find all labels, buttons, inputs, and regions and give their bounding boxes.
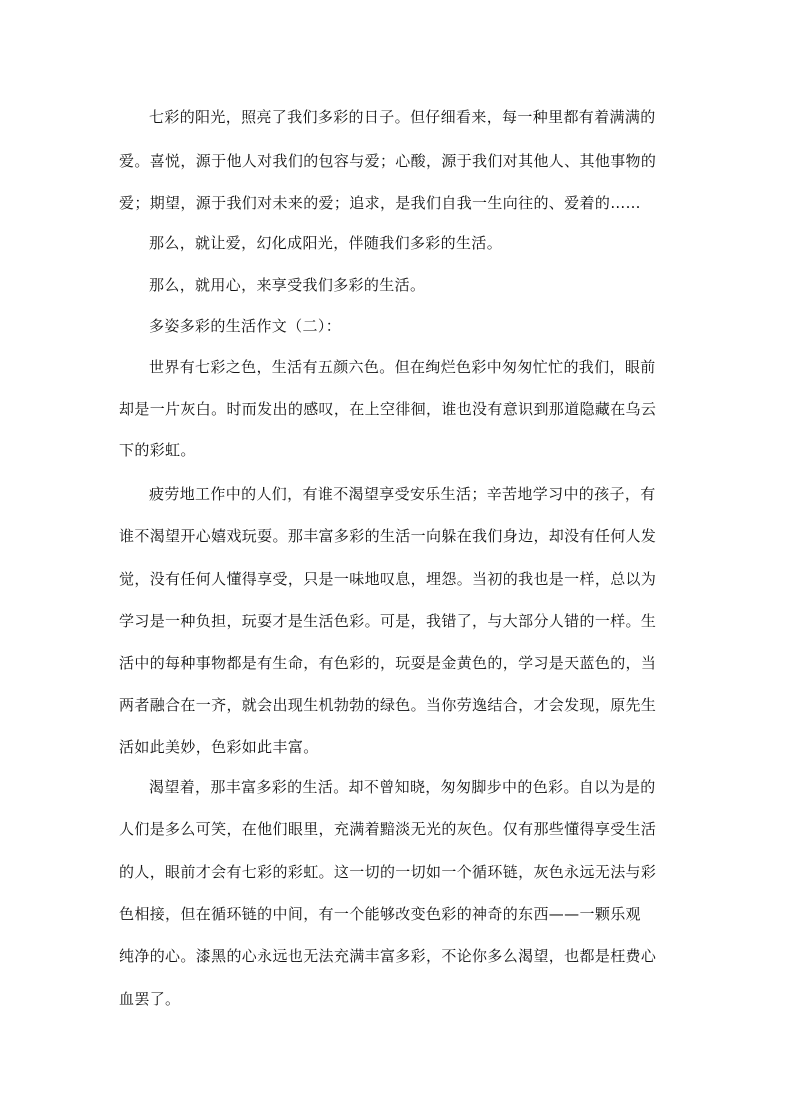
paragraph-6-line-5: 纯净的心。漆黑的心永远也无法充满丰富多彩，不论你多么渴望，也都是枉费心 bbox=[119, 947, 657, 965]
paragraph-6-line-6: 血罢了。 bbox=[119, 990, 181, 1008]
paragraph-5-line-7: 活如此美妙，色彩如此丰富。 bbox=[119, 738, 319, 756]
paragraph-5-line-2: 谁不渴望开心嬉戏玩耍。那丰富多彩的生活一向躲在我们身边，却没有任何人发 bbox=[119, 527, 657, 545]
paragraph-4-line-3: 下的彩虹。 bbox=[119, 441, 196, 459]
paragraph-5-line-6: 两者融合在一齐，就会出现生机勃勃的绿色。当你劳逸结合，才会发现，原先生 bbox=[119, 696, 657, 714]
paragraph-1-line-3: 爱；期望，源于我们对未来的爱；追求，是我们自我一生向往的、爱着的…… bbox=[119, 194, 641, 212]
section-heading: 多姿多彩的生活作文（二）： bbox=[149, 317, 342, 335]
paragraph-1-line-1: 七彩的阳光，照亮了我们多彩的日子。但仔细看来，每一种里都有着满满的 bbox=[149, 108, 656, 126]
paragraph-6-line-4: 色相接，但在循环链的中间，有一个能够改变色彩的神奇的东西——一颗乐观 bbox=[119, 905, 641, 923]
paragraph-2-line-1: 那么，就让爱，幻化成阳光，伴随我们多彩的生活。 bbox=[149, 234, 503, 252]
paragraph-6-line-3: 的人，眼前才会有七彩的彩虹。这一切的一切如一个循环链，灰色永远无法与彩 bbox=[119, 863, 657, 881]
paragraph-5-line-4: 学习是一种负担，玩耍才是生活色彩。可是，我错了，与大部分人错的一样。生 bbox=[119, 612, 657, 630]
paragraph-6-line-2: 人们是多么可笑，在他们眼里，充满着黯淡无光的灰色。仅有那些懂得享受生活 bbox=[119, 820, 657, 838]
paragraph-4-line-2: 却是一片灰白。时而发出的感叹，在上空徘徊，谁也没有意识到那道隐藏在乌云 bbox=[119, 400, 657, 418]
paragraph-5-line-5: 活中的每种事物都是有生命，有色彩的，玩耍是金黄色的，学习是天蓝色的，当 bbox=[119, 654, 657, 672]
paragraph-6-line-1: 渴望着，那丰富多彩的生活。却不曾知晓，匆匆脚步中的色彩。自以为是的 bbox=[149, 778, 656, 796]
paragraph-3-line-1: 那么，就用心，来享受我们多彩的生活。 bbox=[149, 276, 426, 294]
paragraph-4-line-1: 世界有七彩之色，生活有五颜六色。但在绚烂色彩中匆匆忙忙的我们，眼前 bbox=[149, 358, 656, 376]
paragraph-1-line-2: 爱。喜悦，源于他人对我们的包容与爱；心酸，源于我们对其他人、其他事物的 bbox=[119, 152, 657, 170]
paragraph-5-line-3: 觉，没有任何人懂得享受，只是一味地叹息，埋怨。当初的我也是一样，总以为 bbox=[119, 570, 657, 588]
paragraph-5-line-1: 疲劳地工作中的人们，有谁不渴望享受安乐生活；辛苦地学习中的孩子，有 bbox=[149, 485, 656, 503]
